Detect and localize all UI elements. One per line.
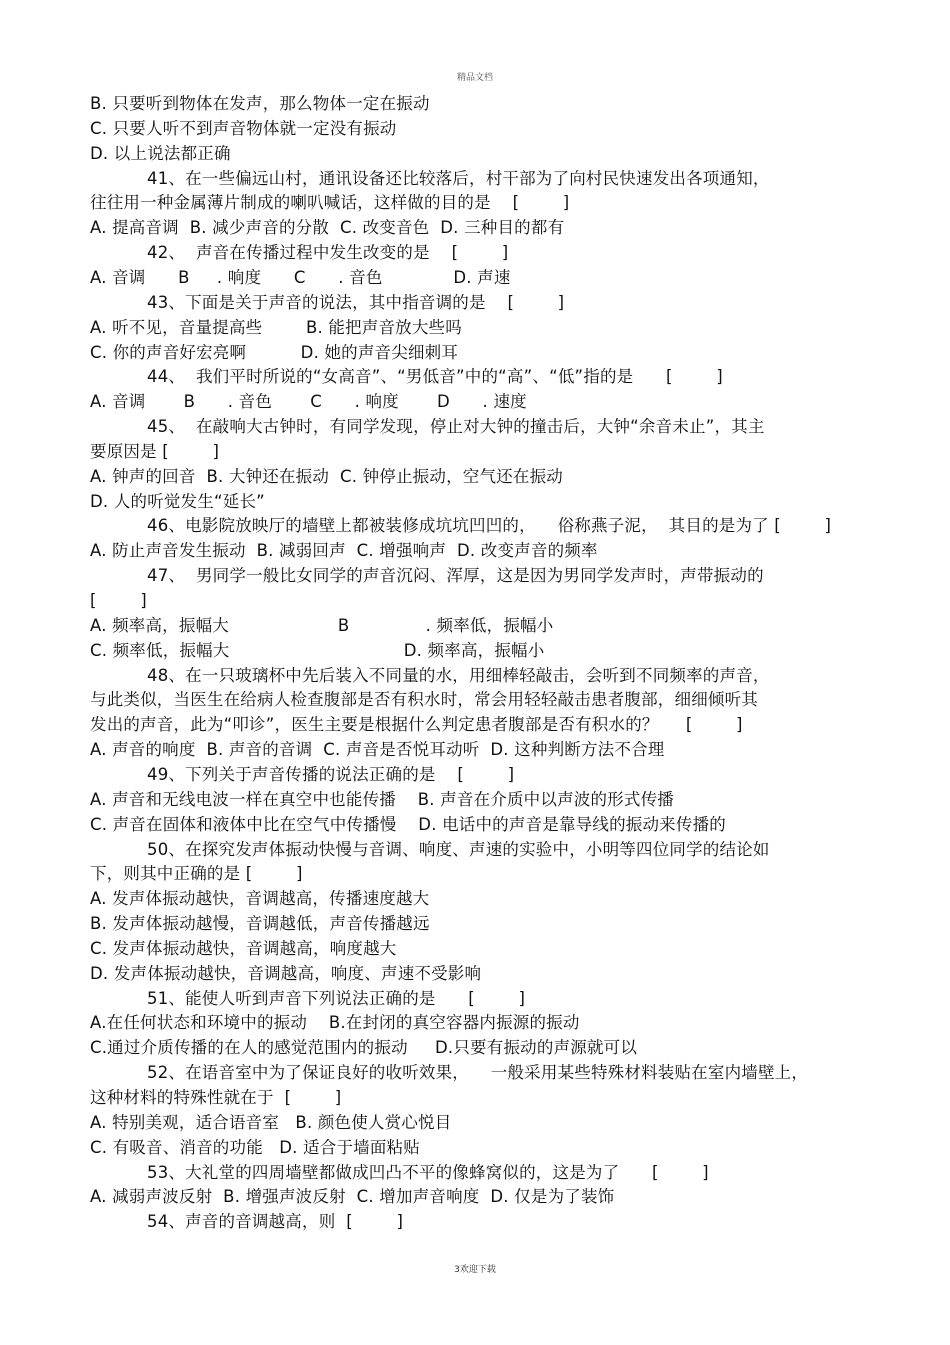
question-line: 43、下面是关于声音的说法，其中指音调的是 [ ] (147, 292, 565, 312)
page-footer: 3欢迎下载 (454, 1265, 496, 1275)
text-line: A. 特别美观，适合语音室 B. 颜色使人赏心悦目 (90, 1112, 452, 1132)
text-line: 发出的声音，此为“叩诊”，医生主要是根据什么判定患者腹部是否有积水的？ [ ] (90, 715, 743, 735)
question-line: 48、在一只玻璃杯中先后装入不同量的水，用细棒轻敲击，会听到不同频率的声音， (147, 665, 770, 685)
text-line: A. 听不见，音量提高些 B. 能把声音放大些吗 (90, 317, 462, 337)
text-line: D. 以上说法都正确 (90, 143, 231, 163)
text-line: A. 发声体振动越快，音调越高，传播速度越大 (90, 889, 430, 909)
text-line: B. 只要听到物体在发声，那么物体一定在振动 (90, 94, 430, 113)
text-line: C. 你的声音好宏亮啊 D. 她的声音尖细刺耳 (90, 342, 459, 362)
text-line: 与此类似，当医生在给病人检查腹部是否有积水时，常会用轻轻敲击患者腹部，细细倾听其 (90, 690, 758, 710)
text-line: A. 减弱声波反射 B. 增强声波反射 C. 增加声音响度 D. 仅是为了装饰 (90, 1187, 615, 1207)
text-line: A. 钟声的回音 B. 大钟还在振动 C. 钟停止振动，空气还在振动 (90, 466, 563, 486)
question-line: 53、大礼堂的四周墙壁都做成凹凸不平的像蜂窝似的，这是为了 [ ] (147, 1162, 709, 1182)
text-line: A. 防止声音发生振动 B. 减弱回声 C. 增强响声 D. 改变声音的频率 (90, 541, 598, 561)
text-line: A. 声音的响度 B. 声音的音调 C. 声音是否悦耳动听 D. 这种判断方法不合理 (90, 740, 665, 760)
question-line: 52、在语音室中为了保证良好的收听效果， 一般采用某些特殊材料装贴在室内墙壁上， (147, 1063, 809, 1083)
text-line: [ ] (90, 591, 147, 610)
text-line: A.在任何状态和环境中的振动 B.在封闭的真空容器内振源的振动 (90, 1013, 580, 1033)
text-line: D. 发声体振动越快，音调越高，响度、声速不受影响 (90, 963, 482, 983)
question-line: 49、下列关于声音传播的说法正确的是 [ ] (147, 764, 515, 784)
text-line: D. 人的听觉发生“延长” (90, 491, 265, 511)
text-line: 要原因是 [ ] (90, 441, 220, 461)
text-line: A. 音调 B . 响度 C . 音色 D. 声速 (90, 267, 511, 287)
question-line: 51、能使人听到声音下列说法正确的是 [ ] (147, 988, 526, 1008)
text-line: C.通过介质传播的在人的感觉范围内的振动 D.只要有振动的声源就可以 (90, 1038, 638, 1058)
text-line: A. 音调 B . 音色 C . 响度 D . 速度 (90, 392, 527, 412)
text-line: B. 发声体振动越慢，音调越低，声音传播越远 (90, 914, 430, 934)
question-line: 50、在探究发声体振动快慢与音调、响度、声速的实验中，小明等四位同学的结论如 (147, 839, 770, 859)
text-line: C. 声音在固体和液体中比在空气中传播慢 D. 电话中的声音是靠导线的振动来传播的 (90, 814, 726, 834)
question-line: 44、 我们平时所说的“女高音”、“男低音”中的“高”、“低”指的是 [ ] (147, 367, 723, 387)
text-line: C. 只要人听不到声音物体就一定没有振动 (90, 118, 397, 138)
text-line: C. 发声体振动越快，音调越高，响度越大 (90, 938, 397, 958)
text-line: 这种材料的特殊性就在于 [ ] (90, 1088, 342, 1107)
question-line: 54、声音的音调越高，则 [ ] (147, 1212, 404, 1232)
question-line: 45、 在敲响大古钟时，有同学发现，停止对大钟的撞击后，大钟“余音未止”，其主 (147, 417, 765, 437)
question-line: 41、在一些偏远山村，通讯设备还比较落后，村干部为了向村民快速发出各项通知， (147, 168, 770, 188)
page-header: 精品文档 (456, 73, 493, 83)
text-line: A. 声音和无线电波一样在真空中也能传播 B. 声音在介质中以声波的形式传播 (90, 789, 674, 809)
text-line: 下，则其中正确的是 [ ] (90, 864, 303, 884)
question-line: 46、电影院放映厅的墙壁上都被装修成坑坑凹凹的， 俗称燕子泥， 其目的是为了 [ ] (147, 516, 832, 536)
text-line: C. 有吸音、消音的功能 D. 适合于墙面粘贴 (90, 1137, 420, 1157)
text-line: A. 提高音调 B. 减少声音的分散 C. 改变音色 D. 三种目的都有 (90, 218, 565, 238)
question-line: 42、 声音在传播过程中发生改变的是 [ ] (147, 243, 509, 263)
text-line: C. 频率低，振幅大 D. 频率高，振幅小 (90, 640, 545, 660)
text-line: 往往用一种金属薄片制成的喇叭喊话，这样做的目的是 [ ] (90, 193, 570, 213)
question-line: 47、 男同学一般比女同学的声音沉闷、浑厚，这是因为男同学发声时，声带振动的 (147, 566, 764, 586)
text-line: A. 频率高，振幅大 B . 频率低，振幅小 (90, 615, 554, 635)
